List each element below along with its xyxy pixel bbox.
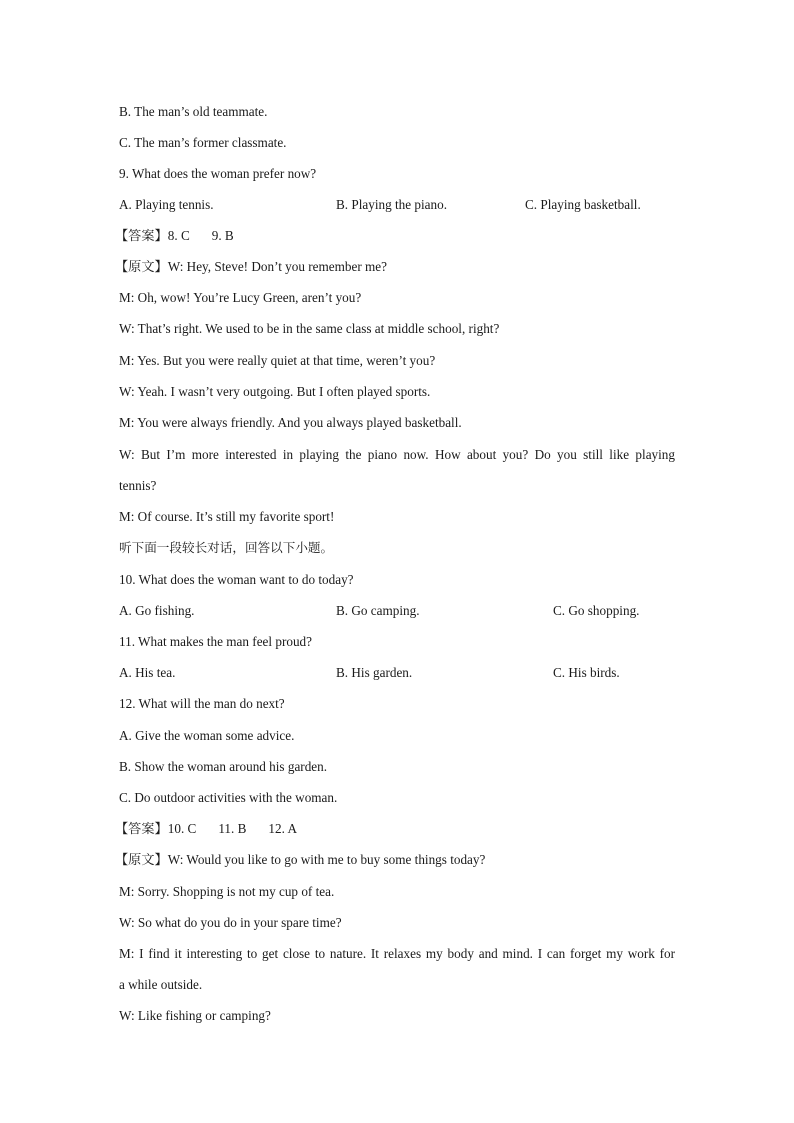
- transcript-line: W: But I’m more interested in playing the piano now. How about you? Do you still like playing: [119, 447, 675, 462]
- answer-line-2: [115, 820, 675, 838]
- section-instruction: 听下面一段较长对话，回答以下小题。: [119, 540, 334, 555]
- option-10b: B. Go camping.: [336, 603, 420, 618]
- transcript-line: a while outside.: [119, 977, 203, 992]
- question-9: 9. What does the woman prefer now?: [119, 166, 317, 181]
- transcript-line: W: That’s right. We used to be in the same class at middle school, right?: [119, 321, 500, 336]
- option-9b: B. Playing the piano.: [336, 197, 447, 212]
- answer-12: 12. A: [268, 821, 297, 836]
- transcript-text: W: Would you like to go with me to buy some things today?: [167, 852, 486, 867]
- transcript-line: M: Sorry. Shopping is not my cup of tea.: [119, 884, 335, 899]
- question-10: 10. What does the woman want to do today?: [119, 572, 354, 587]
- answer-9: 9. B: [211, 228, 234, 243]
- transcript-line-1: [115, 258, 675, 276]
- option-9a: A. Playing tennis.: [119, 197, 214, 212]
- answer-tag: 【答案】: [115, 821, 168, 836]
- option-8c: C. The man’s former classmate.: [119, 135, 287, 150]
- transcript-line: W: Yeah. I wasn’t very outgoing. But I often played sports.: [119, 384, 431, 399]
- option-9c: C. Playing basketball.: [525, 197, 641, 212]
- question-11: 11. What makes the man feel proud?: [119, 634, 312, 649]
- option-12b: B. Show the woman around his garden.: [119, 759, 328, 774]
- transcript-tag: 【原文】: [115, 852, 168, 867]
- option-10c: C. Go shopping.: [553, 603, 640, 618]
- answer-8: 8. C: [167, 228, 190, 243]
- transcript-line-2: [115, 851, 675, 869]
- transcript-tag: 【原文】: [115, 259, 168, 274]
- option-8b: B. The man’s old teammate.: [119, 104, 268, 119]
- option-10a: A. Go fishing.: [119, 603, 195, 618]
- option-11a: A. His tea.: [119, 665, 176, 680]
- option-11b: B. His garden.: [336, 665, 413, 680]
- answer-tag: 【答案】: [115, 228, 168, 243]
- option-11c: C. His birds.: [553, 665, 620, 680]
- transcript-line: M: Oh, wow! You’re Lucy Green, aren’t you?: [119, 290, 362, 305]
- transcript-line: M: Of course. It’s still my favorite sport!: [119, 509, 335, 524]
- answer-10: 10. C: [167, 821, 197, 836]
- transcript-line: W: Like fishing or camping?: [119, 1008, 271, 1023]
- transcript-line: M: I find it interesting to get close to nature. It relaxes my body and mind. I can forget my work for: [119, 946, 675, 961]
- transcript-line: tennis?: [119, 478, 157, 493]
- transcript-line: M: Yes. But you were really quiet at that time, weren’t you?: [119, 353, 436, 368]
- transcript-line: M: You were always friendly. And you always played basketball.: [119, 415, 462, 430]
- transcript-line: W: So what do you do in your spare time?: [119, 915, 342, 930]
- answer-line-1: [115, 227, 675, 245]
- transcript-text: W: Hey, Steve! Don’t you remember me?: [167, 259, 387, 274]
- question-12: 12. What will the man do next?: [119, 696, 285, 711]
- option-12a: A. Give the woman some advice.: [119, 728, 295, 743]
- option-12c: C. Do outdoor activities with the woman.: [119, 790, 338, 805]
- answer-11: 11. B: [218, 821, 247, 836]
